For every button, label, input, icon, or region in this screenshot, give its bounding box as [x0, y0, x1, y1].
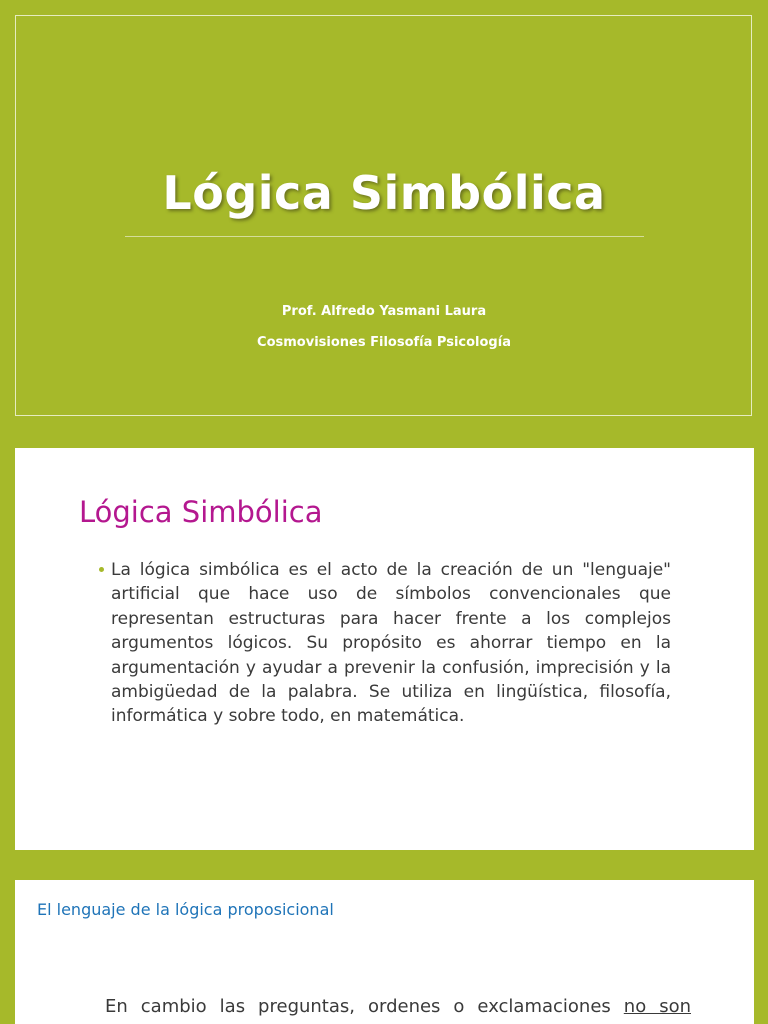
slide-body-text: [105, 994, 691, 1020]
proposition-slide: [15, 880, 754, 1024]
title-slide: [0, 0, 768, 433]
definition-slide: [15, 448, 754, 850]
body-lead-text: En cambio las preguntas, ordenes o exclamaciones: [105, 996, 624, 1017]
course-name: Cosmovisiones Filosofía Psicología: [257, 335, 511, 350]
bullet-text: La lógica simbólica es el acto de la creación de un "lenguaje" artificial que hace uso de símbolos convencionales que representan estructuras para hacer frente a los complejos argumentos lógicos. Su propósito es ahorrar tiempo en la argumentación y ayudar a prevenir la confusión, imprecisión y la ambigüedad de la palabra. Se utiliza en lingüística, filosofía, informática y sobre todo, en matemática.: [111, 560, 671, 727]
bullet-icon: [99, 567, 104, 572]
author-name: Prof. Alfredo Yasmani Laura: [281, 304, 487, 319]
slide-heading: Lógica Simbólica: [79, 495, 323, 529]
slide-title: Lógica Simbólica: [162, 166, 606, 220]
slide-heading-blue: El lenguaje de la lógica proposicional: [37, 900, 334, 919]
underlined-text: no son: [623, 996, 691, 1017]
title-divider: [125, 236, 644, 237]
